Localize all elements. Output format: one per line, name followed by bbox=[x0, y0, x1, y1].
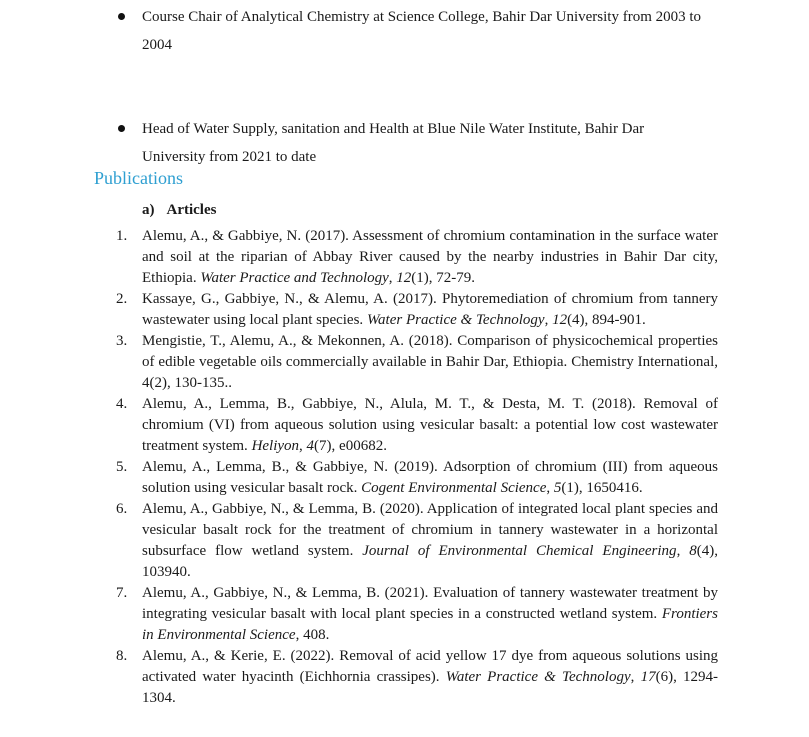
article-item bbox=[0, 226, 718, 289]
article-number: 5. bbox=[116, 459, 128, 475]
journal-volume: 8 bbox=[689, 543, 697, 559]
citation-tail: (1), 72-79. bbox=[411, 270, 476, 286]
bullet-icon bbox=[118, 13, 125, 20]
journal-name: Heliyon bbox=[251, 438, 300, 454]
journal-volume: 12 bbox=[396, 270, 412, 286]
role-item bbox=[0, 115, 702, 171]
article-citation: Alemu, A., Gabbiye, N., & Lemma, B. (2020). Application of integrated local plant species and vesicular basalt rock for the treatment of chromium in tannery wastewater in a horizontal subsurface flow wetland system. bbox=[142, 501, 718, 559]
journal-name: Water Practice & Technology bbox=[366, 312, 545, 328]
subsection-label: Articles bbox=[166, 202, 217, 218]
citation-tail: (4), 103940. bbox=[142, 543, 718, 580]
journal-name: Journal of Environmental Chemical Engineering bbox=[362, 543, 677, 559]
article-number: 6. bbox=[116, 501, 128, 517]
role-text: Course Chair of Analytical Chemistry at Science College, Bahir Dar University from 2003 to 2004 bbox=[142, 9, 702, 53]
citation-sep: , bbox=[544, 312, 553, 328]
journal-name: Frontiers in Environmental Science bbox=[142, 606, 718, 643]
citation-tail: (4), 894-901. bbox=[567, 312, 646, 328]
citation-sep: , bbox=[630, 669, 641, 685]
journal-volume: 17 bbox=[640, 669, 656, 685]
article-item bbox=[0, 646, 718, 709]
citation-tail: 408. bbox=[303, 627, 330, 643]
subsection-heading bbox=[142, 199, 216, 221]
article-citation: Alemu, A., & Kerie, E. (2022). Removal of acid yellow 17 dye from aqueous solutions using activated water hyacinth (Eichhornia crassipes). bbox=[142, 648, 718, 685]
journal-name: Water Practice & Technology bbox=[445, 669, 631, 685]
article-item bbox=[0, 499, 718, 583]
article-item bbox=[0, 289, 718, 331]
citation-sep: , bbox=[676, 543, 690, 559]
citation-tail: (6), 1294-1304. bbox=[142, 669, 718, 706]
article-number: 2. bbox=[116, 291, 128, 307]
article-citation: Alemu, A., Lemma, B., Gabbiye, N., Alula, M. T., & Desta, M. T. (2018). Removal of chromium (VI) from aqueous solution using vesicular basalt: a potential low cost wastewater treatment system. bbox=[142, 396, 718, 454]
citation-tail: (7), e00682. bbox=[314, 438, 387, 454]
citation-sep: , bbox=[546, 480, 554, 496]
journal-volume: 4 bbox=[306, 438, 315, 454]
article-item bbox=[0, 331, 718, 394]
journal-volume: 5 bbox=[553, 480, 562, 496]
role-item bbox=[0, 3, 702, 59]
article-number: 8. bbox=[116, 648, 128, 664]
article-citation: Alemu, A., Gabbiye, N., & Lemma, B. (2021). Evaluation of tannery wastewater treatment by integrating vesicular basalt with local plant species in a constructed wetland system. bbox=[142, 585, 718, 622]
role-text: Head of Water Supply, sanitation and Health at Blue Nile Water Institute, Bahir Dar University from 2021 to date bbox=[142, 121, 645, 165]
roles-list bbox=[0, 0, 809, 165]
journal-name: Water Practice and Technology bbox=[200, 270, 389, 286]
article-item bbox=[0, 583, 718, 646]
article-citation: Kassaye, G., Gabbiye, N., & Alemu, A. (2017). Phytoremediation of chromium from tannery wastewater using local plant species. bbox=[142, 291, 718, 328]
journal-volume: 12 bbox=[552, 312, 568, 328]
article-number: 1. bbox=[116, 228, 128, 244]
bullet-icon bbox=[118, 125, 125, 132]
subsection-letter: a) bbox=[142, 202, 155, 218]
citation-tail: (1), 1650416. bbox=[561, 480, 643, 496]
articles-list bbox=[0, 226, 809, 709]
section-title-publications: Publications bbox=[94, 168, 183, 188]
article-item bbox=[0, 394, 718, 457]
citation-sep: , bbox=[299, 438, 307, 454]
article-citation: Mengistie, T., Alemu, A., & Mekonnen, A. (2018). Comparison of physicochemical properties of edible vegetable oils commercially available in Bahir Dar, Ethiopia. Chemistry International, 4(2), 130-135.. bbox=[142, 333, 718, 391]
journal-name: Cogent Environmental Science bbox=[361, 480, 547, 496]
article-number: 3. bbox=[116, 333, 128, 349]
article-citation: Alemu, A., & Gabbiye, N. (2017). Assessment of chromium contamination in the surface water and soil at the riparian of Abbay River caused by the nearby industries in Bahir Dar city, Ethiopia. bbox=[142, 228, 718, 286]
article-number: 4. bbox=[116, 396, 128, 412]
article-number: 7. bbox=[116, 585, 128, 601]
article-citation: Alemu, A., Lemma, B., & Gabbiye, N. (2019). Adsorption of chromium (III) from aqueous solution using vesicular basalt rock. bbox=[142, 459, 718, 496]
article-item bbox=[0, 457, 718, 499]
citation-sep: , bbox=[295, 627, 304, 643]
citation-sep: , bbox=[388, 270, 397, 286]
